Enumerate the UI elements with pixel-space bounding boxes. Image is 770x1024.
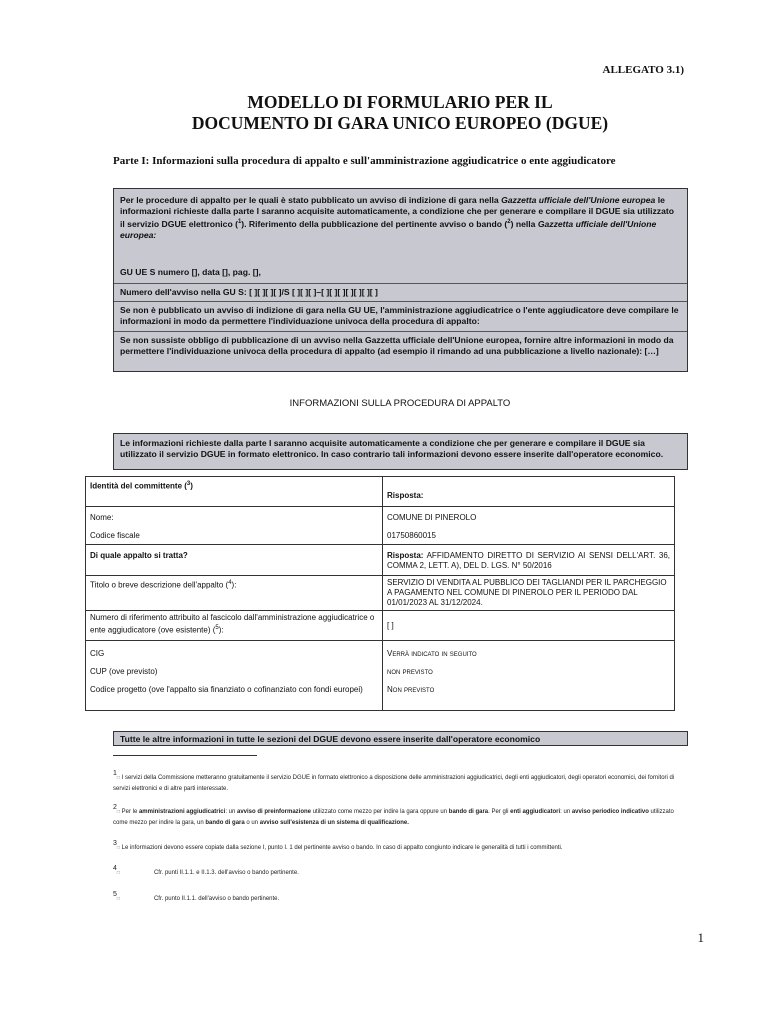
table-cell <box>86 576 383 611</box>
footnote-1 <box>113 768 688 795</box>
footnote-ref[interactable]: 2 <box>507 219 511 225</box>
part-heading: Parte I: Informazioni sulla procedura di appalto e sull'amministrazione aggiudicatrice o ente aggiudicatore <box>113 155 616 167</box>
footnote-text: I servizi della Commissione metteranno gratuitamente il servizio DGUE in formato elettronico a disposizione delle amministrazioni aggiudicatrici, degli enti aggiudicatori, degli operatori economici, dei fornitori di servizi elettronici e di altre parti interessate. <box>113 775 675 792</box>
procedure-table <box>85 476 675 711</box>
text: Identità del committente ( <box>90 481 187 491</box>
section-title: INFORMAZIONI SULLA PROCEDURA DI APPALTO <box>289 398 511 409</box>
text: utilizzato come mezzo per indire la gara oppure un <box>311 809 449 815</box>
table-cell <box>86 611 383 641</box>
text: Per le procedure di appalto per le quali è stato pubblicato un avviso di indizione di gara nella <box>120 195 502 205</box>
value-cup: non previsto <box>387 667 433 676</box>
auto-acquisition-box: Le informazioni richieste dalla parte I saranno acquisite automaticamente a condizione che per generare e compilare il DGUE sia utilizzato il servizio DGUE in formato elettronico. In caso contrario tali informazioni devono essere inserite dall'operatore economico. <box>113 433 688 470</box>
no-obligation-paragraph: Se non sussiste obbligo di pubblicazione di un avviso nella Gazzetta ufficiale dell'Unione europea, fornire altre informazioni in modo da permettere l'individuazione univoca della procedura di appalto (ad esempio il rimando ad una pubblicazione a livello nazionale): […] <box>120 335 674 356</box>
text: Per le <box>121 809 139 815</box>
footnote-text: Cfr. punto II.1.1. dell'avviso o bando pertinente. <box>153 896 280 902</box>
footnote-4 <box>113 863 688 879</box>
label-cup: CUP (ove previsto) <box>90 667 158 676</box>
text: ) nella <box>510 218 538 229</box>
divider <box>114 331 687 332</box>
value-cig: Verrà indicato in seguito <box>387 649 477 658</box>
box-glyph-icon: □ <box>116 845 120 851</box>
footnote-ref[interactable]: 5 <box>215 625 219 631</box>
table-cell <box>86 477 383 507</box>
title-line-1: MODELLO DI FORMULARIO PER IL <box>247 92 553 112</box>
table-cell: Risposta: <box>383 477 675 507</box>
table-cell <box>86 641 383 711</box>
table-row <box>86 545 675 576</box>
table-row <box>86 611 675 641</box>
text: : un <box>225 809 237 815</box>
box-glyph-icon: □ <box>116 775 120 781</box>
box-glyph-icon: □ <box>116 809 120 815</box>
value-contract-type: AFFIDAMENTO DIRETTO DI SERVIZIO AI SENSI DELL'ART. 36, COMMA 2, LETT. A), DEL D. LGS. N° 50/2016 <box>387 551 670 570</box>
text-bold: Risposta: <box>387 551 424 560</box>
publication-paragraph <box>120 195 679 241</box>
footnote-number: 2 <box>113 804 117 811</box>
no-gu-paragraph: Se non è pubblicato un avviso di indizione di gara nella GU UE, l'amministrazione aggiudicatrice o l'ente aggiudicatore deve compilare le informazioni in modo da permettere l'individuazione univoca della procedura di appalto: <box>120 305 679 326</box>
document-title <box>0 92 770 134</box>
text: ). Riferimento della pubblicazione del pertinente avviso o bando ( <box>241 218 508 229</box>
text-bold: bando di gara <box>205 820 245 826</box>
footnote-2 <box>113 802 688 829</box>
text-bold: avviso di preinformazione <box>237 809 312 815</box>
text: Numero di riferimento attribuito al fascicolo dall'amministrazione aggiudicatrice o ente aggiudicatore (ove esistente) ( <box>90 613 375 635</box>
text-italic: Gazzetta ufficiale dell'Unione europea: <box>120 218 657 240</box>
text-bold: amministrazioni aggiudicatrici <box>138 809 226 815</box>
footnote-number: 3 <box>113 840 117 847</box>
footnote-5 <box>113 889 688 905</box>
footnote-ref[interactable]: 1 <box>237 219 242 225</box>
table-cell <box>86 507 383 545</box>
table-row <box>86 477 675 507</box>
table-cell <box>383 507 675 545</box>
label-fiscal-code: Codice fiscale <box>90 531 140 540</box>
text: . Per gli <box>488 809 511 815</box>
text: : un <box>560 809 572 815</box>
box-glyph-icon: □ <box>116 870 120 876</box>
text: ): <box>218 625 224 635</box>
table-cell <box>383 545 675 576</box>
page-number: 1 <box>697 930 704 945</box>
text: le informazioni richieste dalla parte I saranno acquisite automaticamente, a condizione che per generare e compilare il DGUE sia utilizzato il servizio DGUE elettronico ( <box>120 195 674 229</box>
text: ) <box>190 481 193 491</box>
table-row <box>86 507 675 545</box>
value-fiscal-code: 01750860015 <box>387 531 436 540</box>
footnote-text: Le informazioni devono essere copiate dalla sezione I, punto I. 1 del pertinente avviso o bando. In caso di appalto congiunto indicare le generalità di tutti i committenti. <box>121 845 563 851</box>
divider <box>114 301 687 302</box>
gu-reference: GU UE S numero [], data [], pag. [], <box>120 267 261 277</box>
table-row <box>86 641 675 711</box>
text: o un <box>244 820 260 826</box>
label-project-code: Codice progetto (ove l'appalto sia finanziato o cofinanziato con fondi europei) <box>90 685 363 694</box>
box-glyph-icon: □ <box>116 896 120 902</box>
value-name: COMUNE DI PINEROLO <box>387 513 477 522</box>
footnote-divider <box>113 755 257 756</box>
text-italic: Gazzetta ufficiale dell'Unione europea <box>501 195 656 205</box>
footnote-number: 1 <box>113 770 117 777</box>
footnote-ref[interactable]: 4 <box>228 580 232 586</box>
economic-operator-box: Tutte le altre informazioni in tutte le sezioni del DGUE devono essere inserite dall'operatore economico <box>113 731 688 746</box>
annex-label: ALLEGATO 3.1) <box>602 64 684 76</box>
value-project-code: Non previsto <box>387 685 435 694</box>
text: Titolo o breve descrizione dell'appalto ( <box>90 580 229 590</box>
footnote-text: Cfr. punti II.1.1. e II.1.3. dell'avviso o bando pertinente. <box>153 870 299 876</box>
publication-info-box <box>113 188 688 372</box>
divider <box>114 283 687 284</box>
text-bold: avviso sull'esistenza di un sistema di qualificazione. <box>259 820 409 826</box>
table-cell: Di quale appalto si tratta? <box>86 545 383 576</box>
label-cig: CIG <box>90 649 105 658</box>
label-name: Nome: <box>90 513 114 522</box>
table-row <box>86 576 675 611</box>
footnote-ref[interactable]: 3 <box>186 481 191 487</box>
footnote-3 <box>113 838 688 854</box>
text: utilizzato come mezzo per indire la gara, un <box>113 809 674 826</box>
title-line-2: DOCUMENTO DI GARA UNICO EUROPEO (DGUE) <box>191 113 609 133</box>
table-cell: SERVIZIO DI VENDITA AL PUBBLICO DEI TAGLIANDI PER IL PARCHEGGIO A PAGAMENTO NEL COMUNE DI PINEROLO PER IL PERIODO DAL 01/01/2023 AL 31/12/2024. <box>383 576 675 611</box>
footnote-number: 4 <box>113 865 117 872</box>
footnote-number: 5 <box>113 891 117 898</box>
text-bold: avviso periodico indicativo <box>571 809 649 815</box>
table-cell: [ ] <box>383 611 675 641</box>
text-bold: enti aggiudicatori <box>510 809 561 815</box>
text: ): <box>231 580 237 590</box>
text-bold: bando di gara <box>448 809 489 815</box>
notice-number: Numero dell'avviso nella GU S: [ ][ ][ ][ ]/S [ ][ ][ ]–[ ][ ][ ][ ][ ][ ][ ] <box>120 287 378 297</box>
table-cell <box>383 641 675 711</box>
